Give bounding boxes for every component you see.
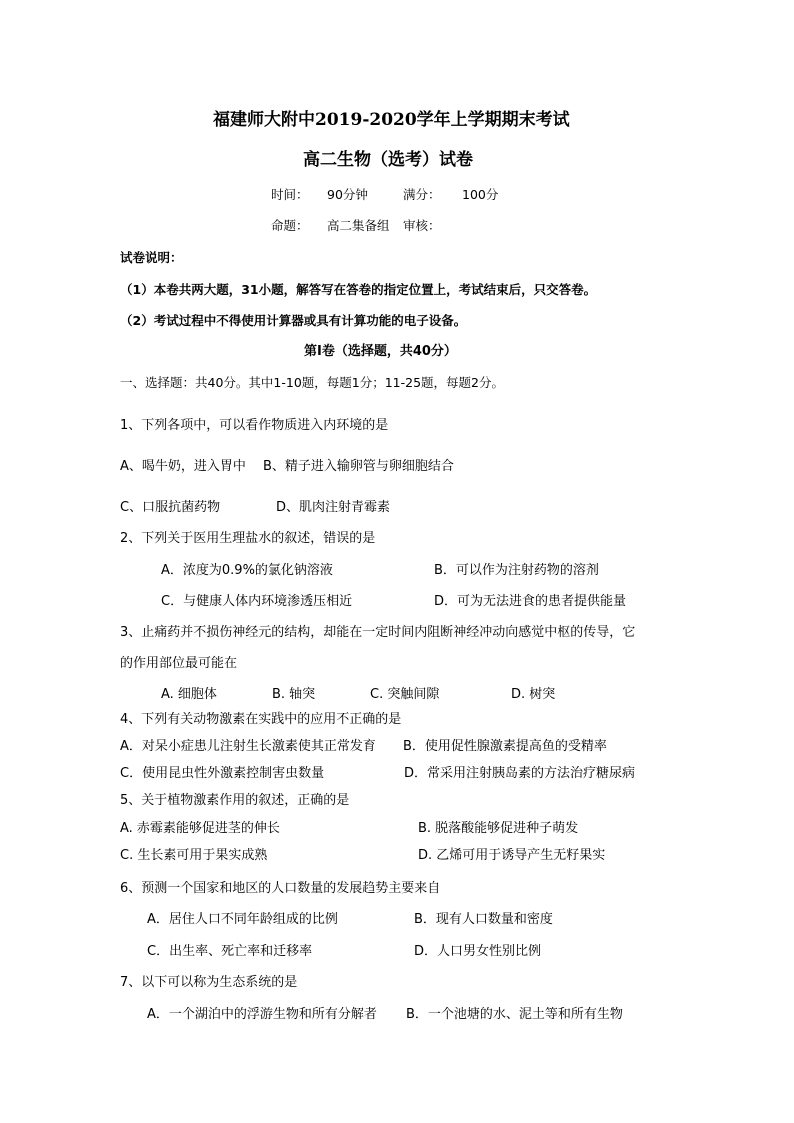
author-label: 命题： — [271, 218, 309, 233]
option-d: D．可为无法进食的患者提供能量 — [434, 594, 627, 609]
author-value: 高二集备组 — [327, 218, 390, 233]
option-b: B. 轴突 — [272, 687, 316, 702]
option-a: A、喝牛奶，进入胃中 — [120, 459, 246, 474]
option-d: D. 乙烯可用于诱导产生无籽果实 — [418, 848, 606, 863]
option-c: C．使用昆虫性外激素控制害虫数量 — [120, 766, 325, 781]
option-a: A．浓度为0.9%的氯化钠溶液 — [161, 563, 333, 578]
option-b: B. 脱落酸能够促进种子萌发 — [418, 821, 579, 836]
notes-item-2: （2）考试过程中不得使用计算器或具有计算功能的电子设备。 — [120, 313, 467, 328]
time-label: 时间： — [271, 187, 309, 202]
option-c: C．与健康人体内环境渗透压相近 — [161, 594, 353, 609]
option-a: A．居住人口不同年龄组成的比例 — [147, 912, 338, 927]
question-stem: 6、预测一个国家和地区的人口数量的发展趋势主要来自 — [120, 881, 441, 896]
option-c: C、口服抗菌药物 — [120, 500, 221, 515]
option-c: C. 突触间隙 — [370, 687, 440, 702]
option-d: D．人口男女性别比例 — [414, 944, 542, 959]
option-b: B．可以作为注射药物的溶剂 — [434, 563, 599, 578]
reviewer-label: 审核： — [403, 218, 441, 233]
section-title: 第Ⅰ卷（选择题，共40分） — [304, 344, 457, 359]
score-value: 100分 — [462, 187, 499, 202]
notes-item-1: （1）本卷共两大题，31小题，解答写在答卷的指定位置上，考试结束后，只交答卷。 — [120, 282, 597, 297]
option-c: C. 生长素可用于果实成熟 — [120, 848, 268, 863]
option-b: B．使用促性腺激素提高鱼的受精率 — [403, 739, 607, 754]
question-stem: 7、以下可以称为生态系统的是 — [120, 975, 298, 990]
question-stem: 2、下列关于医用生理盐水的叙述，错误的是 — [120, 531, 376, 546]
option-d: D、肌肉注射青霉素 — [276, 500, 391, 515]
score-label: 满分： — [403, 187, 441, 202]
question-stem: 3、止痛药并不损伤神经元的结构，却能在一定时间内阻断神经冲动向感觉中枢的传导，它 — [120, 625, 636, 640]
option-a: A. 赤霉素能够促进茎的伸长 — [120, 821, 280, 836]
option-d: D. 树突 — [511, 687, 556, 702]
option-c: C．出生率、死亡率和迁移率 — [147, 944, 313, 959]
option-b: B．现有人口数量和密度 — [414, 912, 553, 927]
question-stem: 1、下列各项中，可以看作物质进入内环境的是 — [120, 418, 389, 433]
question-stem: 4、下列有关动物激素在实践中的应用不正确的是 — [120, 712, 402, 727]
exam-subtitle: 高二生物（选考）试卷 — [303, 150, 473, 170]
option-a: A．一个湖泊中的浮游生物和所有分解者 — [147, 1007, 377, 1022]
option-d: D．常采用注射胰岛素的方法治疗糖尿病 — [404, 766, 636, 781]
exam-title: 福建师大附中2019-2020学年上学期期末考试 — [213, 110, 570, 130]
option-a: A. 细胞体 — [161, 687, 217, 702]
section-instruction: 一、选择题：共40分。其中1-10题，每题1分；11-25题，每题2分。 — [120, 375, 505, 390]
question-stem: 5、关于植物激素作用的叙述，正确的是 — [120, 793, 350, 808]
time-value: 90分钟 — [327, 187, 368, 202]
option-a: A．对呆小症患儿注射生长激素使其正常发育 — [120, 739, 376, 754]
option-b: B、精子进入输卵管与卵细胞结合 — [263, 459, 454, 474]
notes-heading: 试卷说明： — [120, 250, 183, 265]
option-b: B．一个池塘的水、泥土等和所有生物 — [406, 1007, 623, 1022]
question-stem-cont: 的作用部位最可能在 — [120, 656, 238, 671]
